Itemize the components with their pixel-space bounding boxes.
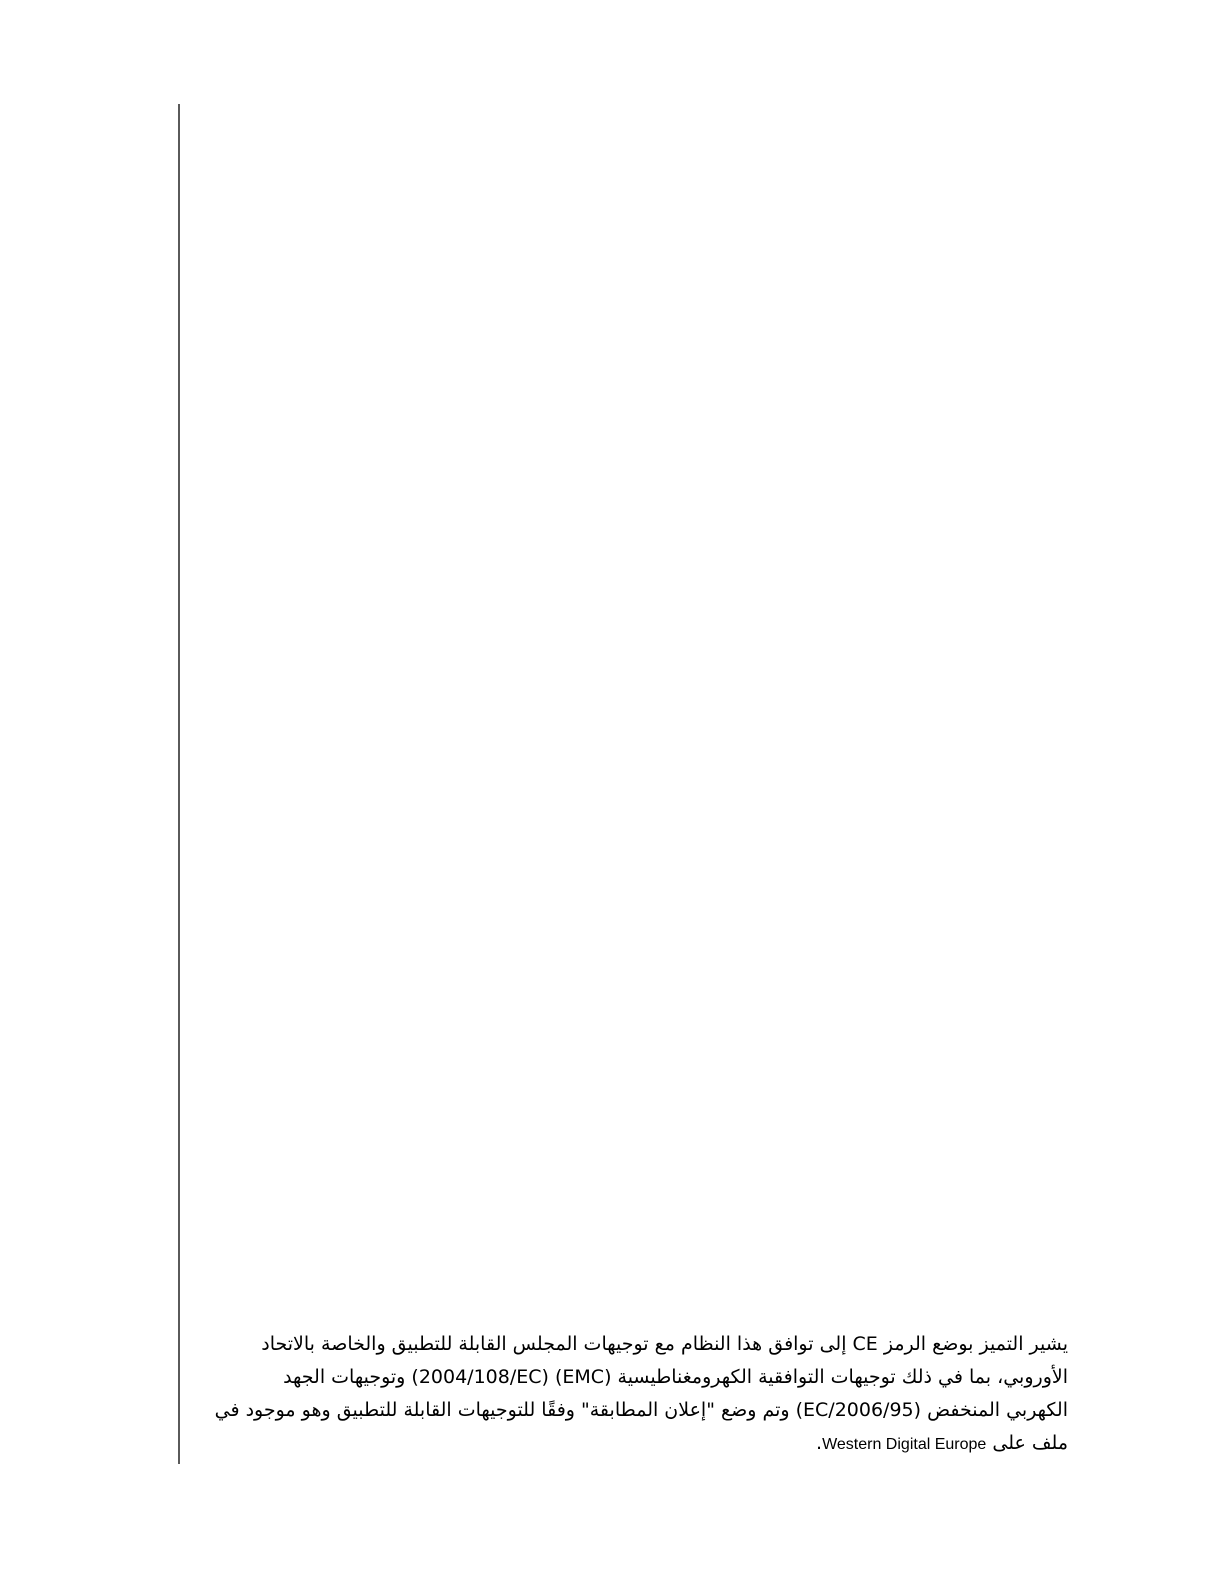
ce-compliance-notice — [214, 1328, 1068, 1461]
notice-line-3: الكهربي المنخفض (2006/95/EC) وتم وضع "إعلان المطابقة" وفقًا للتوجيهات القابلة للتطبيق وهو موجود في — [214, 1399, 1068, 1421]
page-margin-rule — [178, 104, 180, 1464]
notice-line-2: الأوروبي، بما في ذلك توجيهات التوافقية الكهرومغناطيسية (EMC) (2004/108/EC) وتوجيهات الجهد — [283, 1366, 1068, 1388]
company-name: Western Digital Europe — [822, 1436, 987, 1453]
notice-line-4 — [262, 1427, 1068, 1461]
notice-line-4-end: . — [816, 1432, 823, 1454]
notice-line-1: يشير التميز بوضع الرمز CE إلى توافق هذا النظام مع توجيهات المجلس القابلة للتطبيق والخاصة بالاتحاد — [261, 1333, 1068, 1355]
notice-line-4-prefix: ملف على — [992, 1432, 1068, 1454]
